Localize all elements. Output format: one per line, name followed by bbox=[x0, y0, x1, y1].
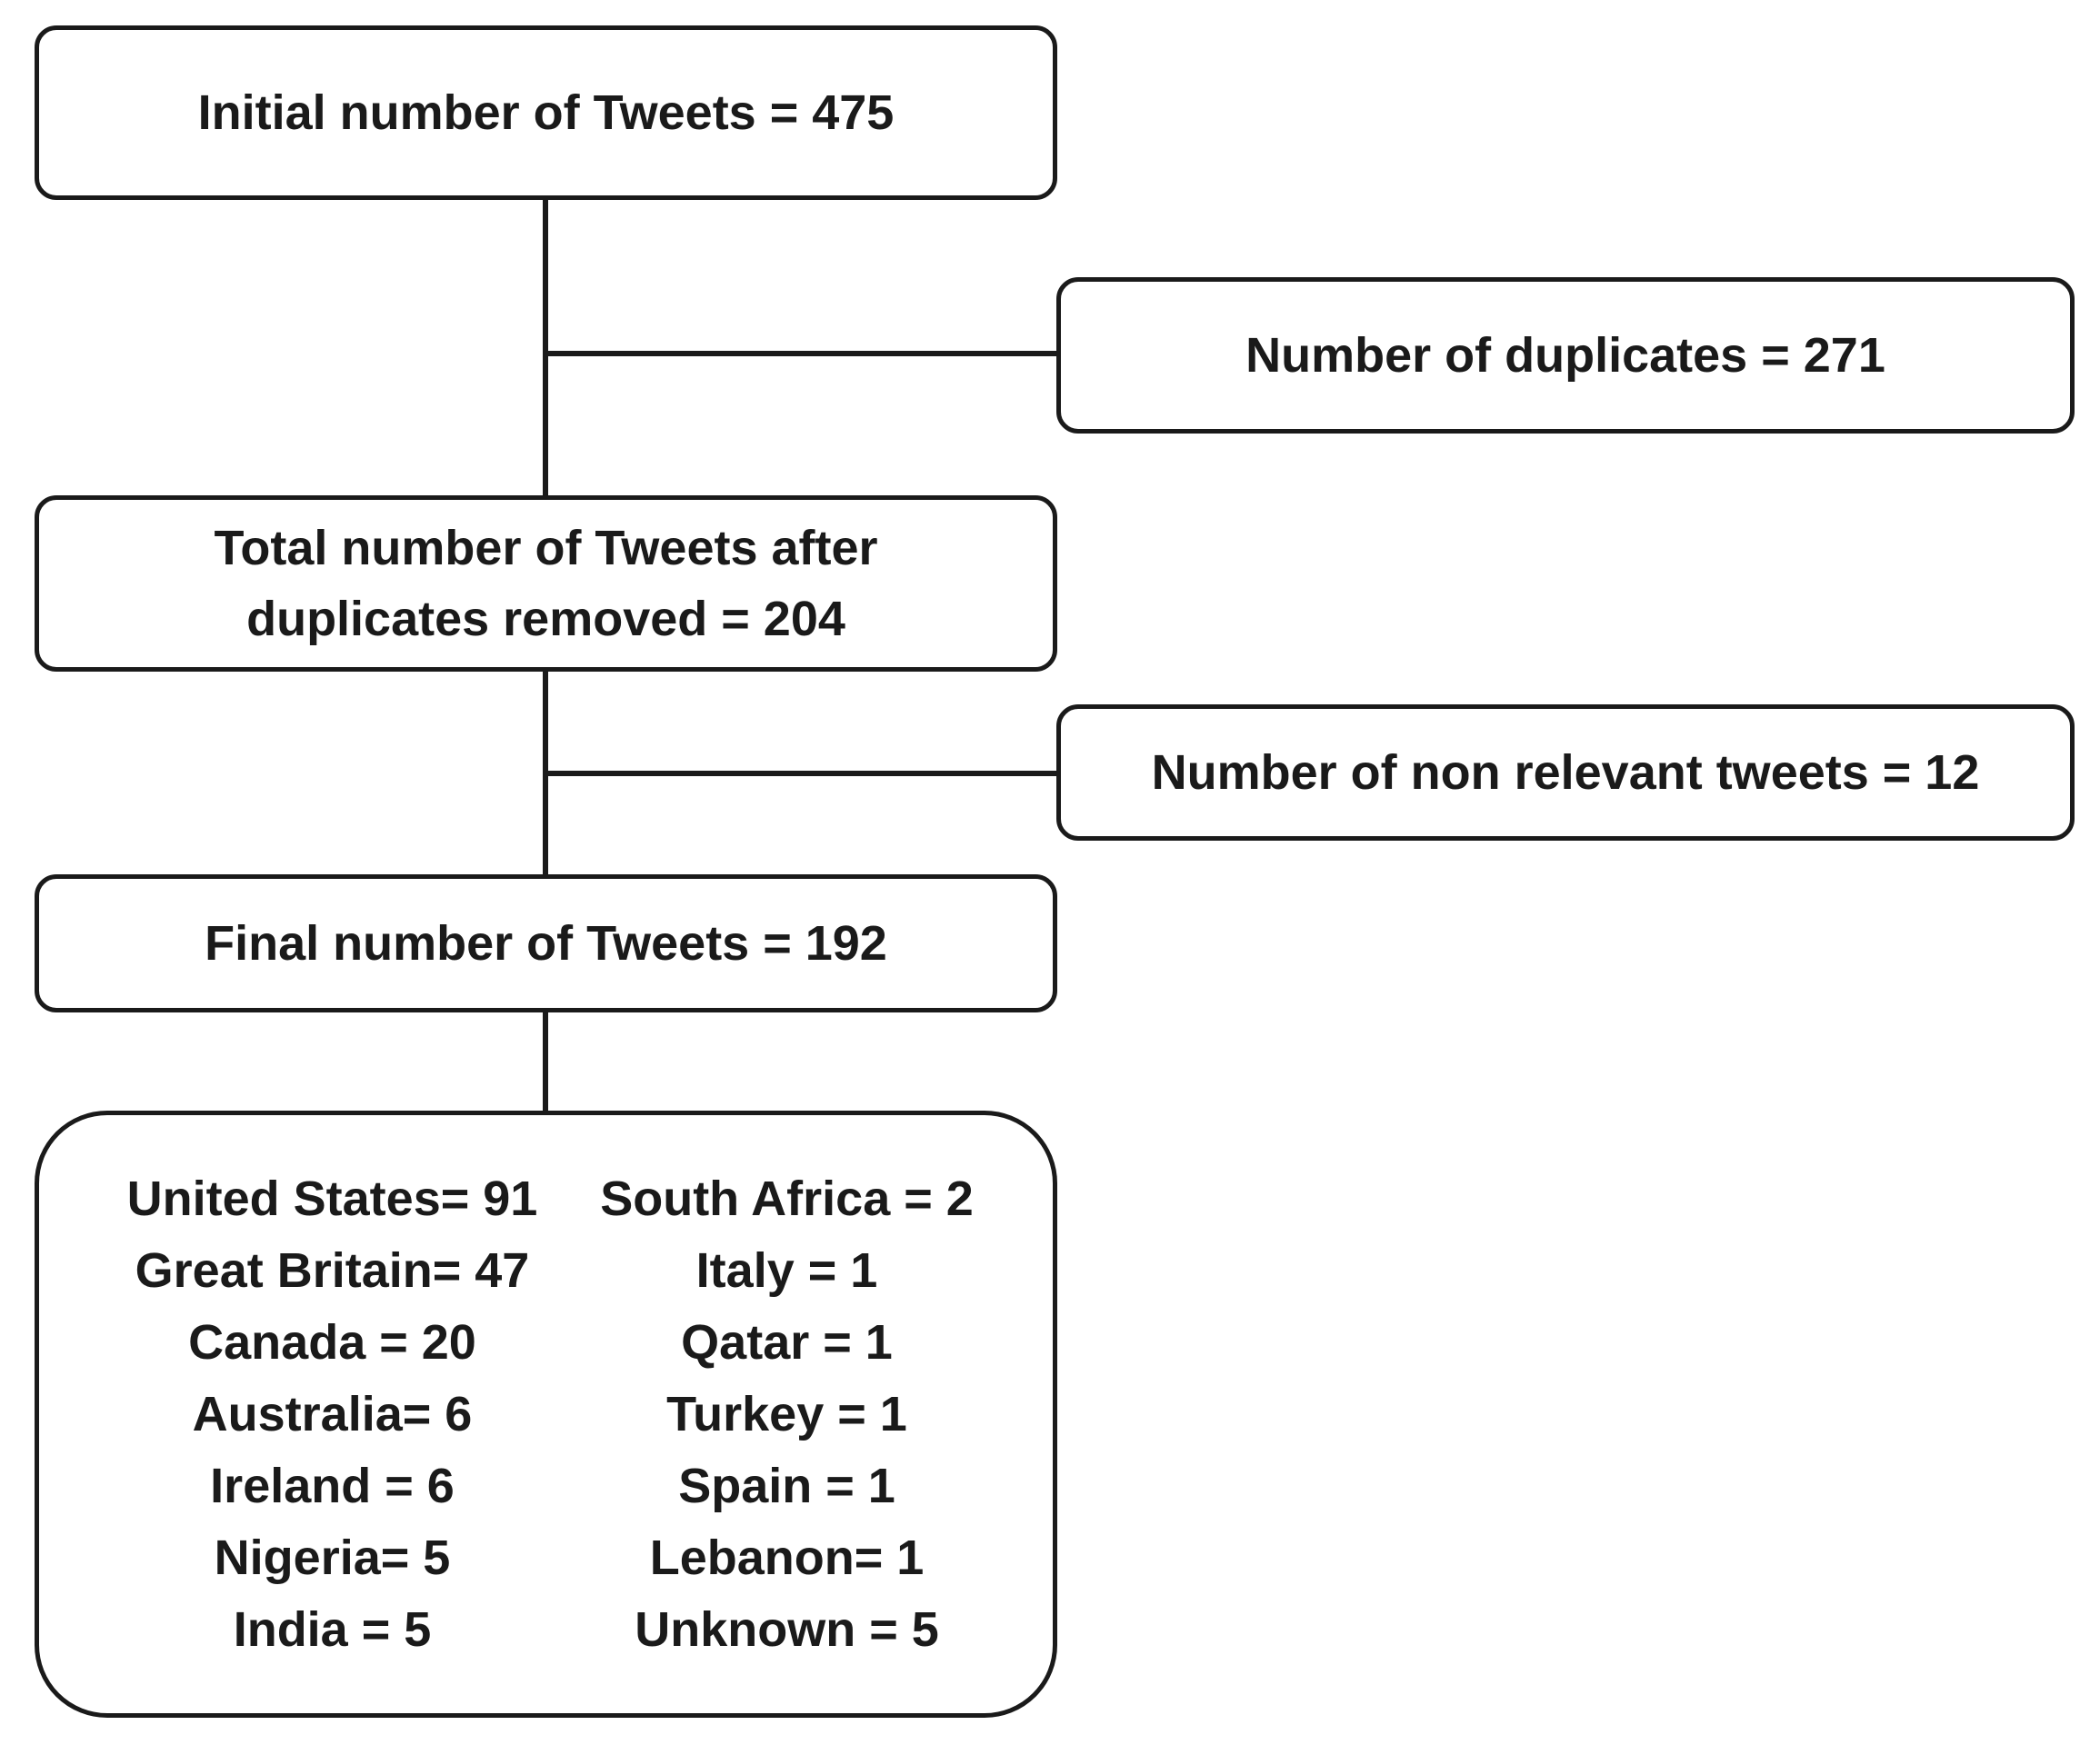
country-item: Italy = 1 bbox=[695, 1242, 878, 1298]
country-item: Spain = 1 bbox=[678, 1458, 895, 1513]
country-item: Great Britain= 47 bbox=[135, 1242, 530, 1298]
country-grid bbox=[105, 1163, 1015, 1666]
after-duplicates-label-line1: Total number of Tweets after bbox=[214, 520, 878, 575]
initial-tweets-label: Initial number of Tweets = 475 bbox=[197, 85, 895, 140]
country-item: Nigeria= 5 bbox=[214, 1530, 451, 1585]
country-item: Lebanon= 1 bbox=[649, 1530, 925, 1585]
country-item: Qatar = 1 bbox=[681, 1314, 893, 1370]
non-relevant-label: Number of non relevant tweets = 12 bbox=[1151, 744, 1980, 800]
country-item: Canada = 20 bbox=[188, 1314, 476, 1370]
country-column-left bbox=[105, 1163, 560, 1666]
country-item: South Africa = 2 bbox=[600, 1171, 974, 1226]
after-duplicates-label-line2: duplicates removed = 204 bbox=[246, 592, 845, 646]
branch-connector-duplicates bbox=[545, 351, 1059, 356]
branch-connector-non-relevant bbox=[545, 771, 1059, 776]
country-breakdown-box bbox=[35, 1111, 1057, 1718]
trunk-connector-1 bbox=[543, 197, 548, 497]
non-relevant-box bbox=[1056, 704, 2075, 841]
country-item: United States= 91 bbox=[126, 1171, 538, 1226]
country-item: Australia= 6 bbox=[192, 1386, 473, 1441]
country-item: Unknown = 5 bbox=[635, 1601, 939, 1657]
country-item: India = 5 bbox=[233, 1601, 432, 1657]
duplicates-label: Number of duplicates = 271 bbox=[1245, 327, 1885, 383]
final-tweets-label: Final number of Tweets = 192 bbox=[205, 915, 887, 971]
after-duplicates-box bbox=[35, 495, 1057, 672]
initial-tweets-box bbox=[35, 25, 1057, 200]
country-column-right bbox=[560, 1163, 1015, 1666]
country-item: Turkey = 1 bbox=[666, 1386, 907, 1441]
trunk-connector-3 bbox=[543, 1011, 548, 1112]
country-item: Ireland = 6 bbox=[210, 1458, 455, 1513]
duplicates-box bbox=[1056, 277, 2075, 434]
final-tweets-box bbox=[35, 874, 1057, 1012]
